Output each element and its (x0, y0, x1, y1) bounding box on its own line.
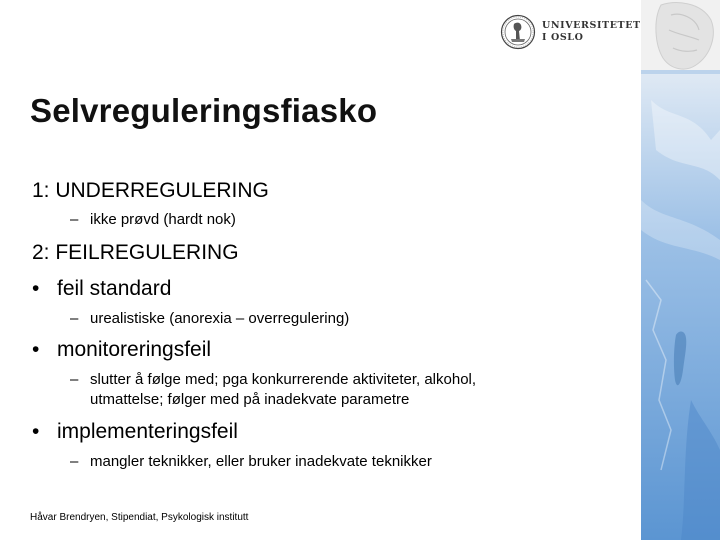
sub-item-text: slutter å følge med; pga konkurrerende aktiviteter, alkohol, (90, 371, 477, 388)
bullet-marker: • (32, 420, 40, 443)
sub-item-text: utmattelse; følger med på inadekvate parametre (90, 391, 410, 408)
bullet-marker: • (32, 338, 40, 361)
dash-marker: – (70, 310, 79, 327)
bullet-item-text: implementeringsfeil (57, 420, 238, 443)
sculpture-artwork-icon (641, 0, 720, 540)
bullet-item-text: monitoreringsfeil (57, 338, 212, 361)
heading-underregulering: 1: UNDERREGULERING (32, 179, 269, 202)
slide-title: Selvreguleringsfiasko (30, 92, 378, 129)
university-name-line2: I OSLO (542, 32, 584, 43)
sub-item-text: mangler teknikker, eller bruker inadekvate teknikker (90, 453, 432, 470)
university-logo (500, 14, 640, 54)
slide-footer: Håvar Brendryen, Stipendiat, Psykologisk institutt (30, 512, 249, 523)
university-seal-icon (500, 14, 536, 50)
bullet-item-text: feil standard (57, 277, 172, 300)
heading-feilregulering: 2: FEILREGULERING (32, 241, 239, 264)
bullet-marker: • (32, 277, 40, 300)
dash-marker: – (70, 453, 79, 470)
dash-marker: – (70, 371, 79, 388)
dash-marker: – (70, 211, 79, 228)
university-name-line1: UNIVERSITETET (542, 20, 641, 31)
sub-item-text: urealistiske (anorexia – overregulering) (90, 310, 350, 327)
sub-item-text: ikke prøvd (hardt nok) (90, 211, 236, 228)
decorative-side-banner (641, 0, 720, 540)
